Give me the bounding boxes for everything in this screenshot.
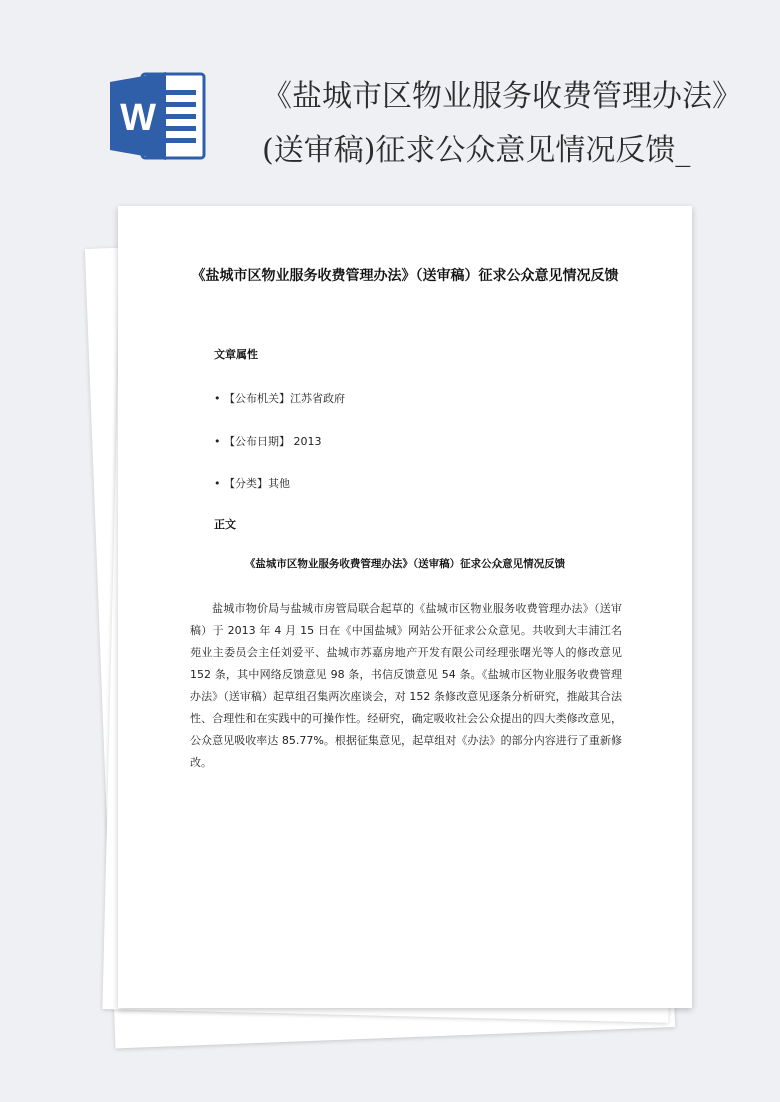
body-paragraph: 盐城市物价局与盐城市房管局联合起草的《盐城市区物业服务收费管理办法》（送审稿）于 2013 年 4 月 15 日在《中国盐城》网站公开征求公众意见。共收到大丰浦江名苑业主委员会主任刘爱平、盐城市苏嘉房地产开发有限公司经理张曙光等人的修改意见 152 条，其中网络反馈意见 98 条，书信反馈意见 54 条。《盐城市区物业服务收费管理办法》（送审稿）起草组召集两次座谈会，对 152 条修改意见逐条分析研究，推敲其合法性、合理性和在实践中的可操作性。经研究，确定吸收社会公众提出的四大类修改意见，公众意见吸收率达 85.77%。根据征集意见，起草组对《办法》的部分内容进行了重新修改。 xyxy=(190,602,622,769)
word-icon-letter: W xyxy=(120,97,156,139)
attributes-heading: 文章属性 xyxy=(214,348,258,361)
attribute-item-label: 【分类】其他 xyxy=(224,477,290,490)
body-heading: 正文 xyxy=(214,518,236,531)
word-document-icon xyxy=(108,68,208,164)
page-title: 《盐城市区物业服务收费管理办法》(送审稿)征求公众意见情况反馈_ xyxy=(262,79,742,168)
attribute-item-label: 【公布日期】 2013 xyxy=(224,435,322,448)
body-subtitle: 《盐城市区物业服务收费管理办法》（送审稿）征求公众意见情况反馈 xyxy=(244,558,566,570)
attribute-item-label: 【公布机关】江苏省政府 xyxy=(224,392,345,405)
attribute-item-category: • 【分类】其他 xyxy=(214,477,290,490)
attribute-item-publisher: • 【公布机关】江苏省政府 xyxy=(214,392,345,405)
attribute-item-date: • 【公布日期】 2013 xyxy=(214,435,322,448)
document-title: 《盐城市区物业服务收费管理办法》（送审稿）征求公众意见情况反馈 xyxy=(191,268,619,284)
